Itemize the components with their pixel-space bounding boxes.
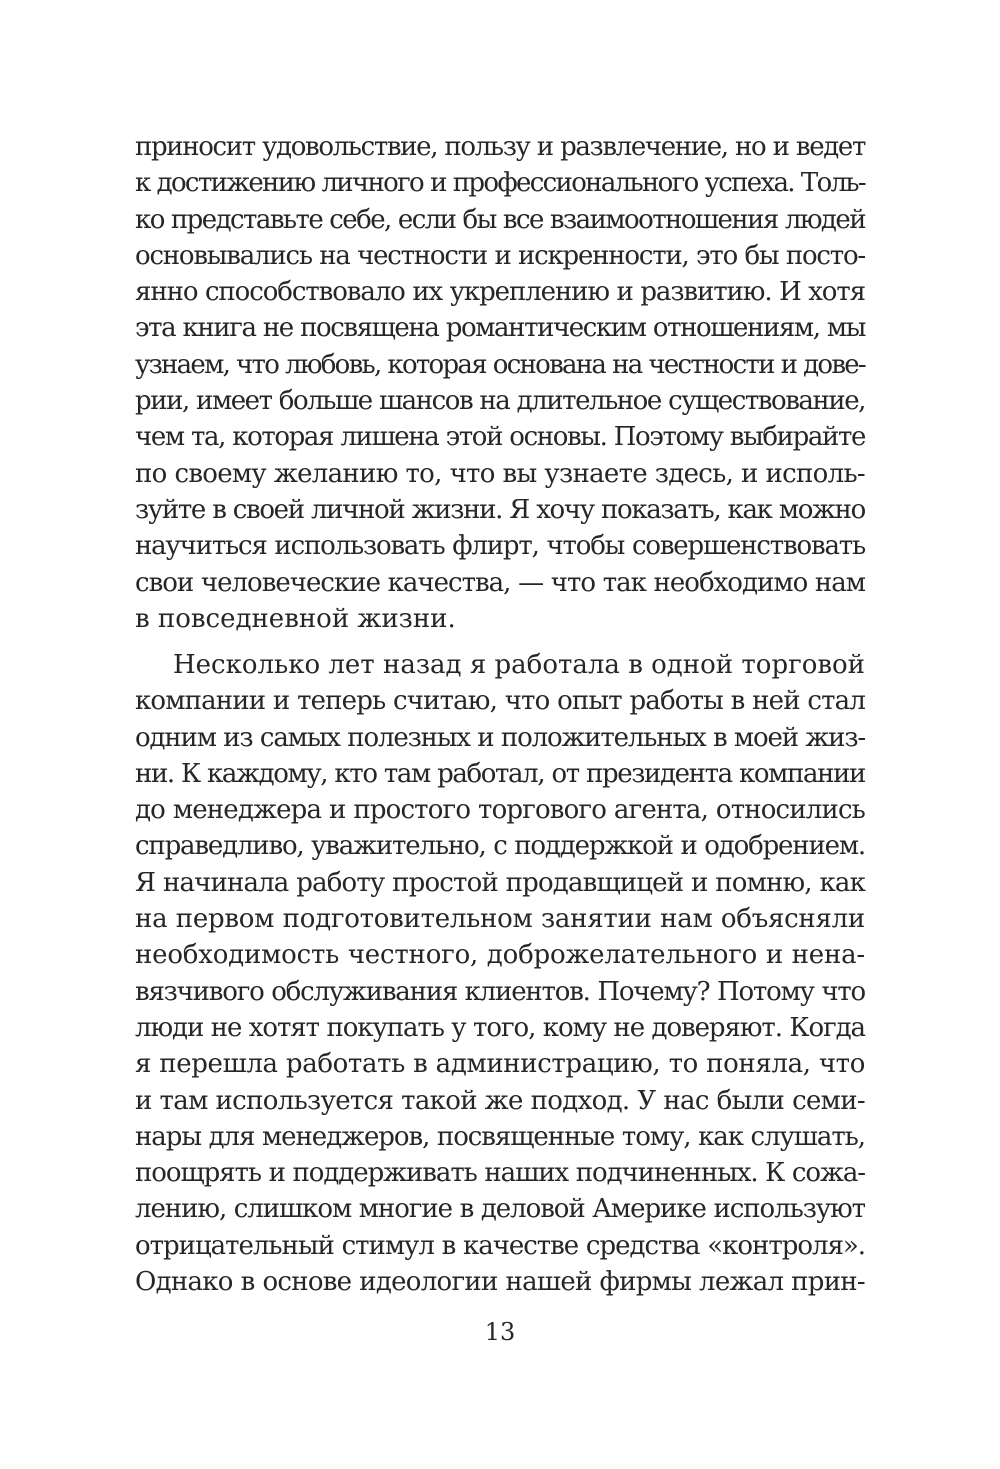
text-line: лению, слишком многие в деловой Америке используют <box>135 1194 865 1225</box>
text-line: янно способствовало их укреплению и развитию. И хотя <box>135 277 865 308</box>
paragraph-2 <box>135 647 865 1300</box>
text-line: до менеджера и простого торгового агента, относились <box>135 795 865 826</box>
text-line: эта книга не посвящена романтическим отношениям, мы <box>135 313 865 344</box>
text-line: к достижению личного и профессионального успеха. Толь- <box>135 168 865 199</box>
text-line: вязчивого обслуживания клиентов. Почему? Потому что <box>135 976 865 1007</box>
text-line: основывались на честности и искренности, это бы посто- <box>135 240 865 271</box>
text-line: Я начинала работу простой продавщицей и помню, как <box>135 867 865 898</box>
text-line: в повседневной жизни. <box>135 603 456 634</box>
text-line: чем та, которая лишена этой основы. Поэтому выбирайте <box>135 422 865 453</box>
text-line: приносит удовольствие, пользу и развлечение, но и ведет <box>135 132 865 162</box>
page-number: 13 <box>484 1318 516 1346</box>
text-line: узнаем, что любовь, которая основана на честности и дове- <box>135 349 865 380</box>
text-line: справедливо, уважительно, с поддержкой и одобрением. <box>135 831 865 862</box>
text-line: свои человеческие качества, — что так необходимо нам <box>135 567 865 598</box>
text-line: и там используется такой же подход. У нас были семи- <box>135 1085 865 1116</box>
text-line: поощрять и поддерживать наших подчиненных. К сожа- <box>135 1158 865 1189</box>
text-line: Однако в основе идеологии нашей фирмы лежал прин- <box>135 1267 865 1298</box>
text-line: рии, имеет больше шансов на длительное существование, <box>135 386 865 417</box>
text-line: зуйте в своей личной жизни. Я хочу показать, как можно <box>135 494 865 525</box>
text-line: научиться использовать флирт, чтобы совершенствовать <box>135 531 865 562</box>
paragraph-1 <box>135 129 865 637</box>
text-line: ко представьте себе, если бы все взаимоотношения людей <box>135 204 865 235</box>
text-line: необходимость честного, доброжелательного и нена- <box>135 940 865 971</box>
text-line: Несколько лет назад я работала в одной торговой <box>173 650 865 680</box>
text-line: ни. К каждому, кто там работал, от президента компании <box>135 758 865 789</box>
text-line: люди не хотят покупать у того, кому не доверяют. Когда <box>135 1012 865 1043</box>
text-line: одним из самых полезных и положительных в моей жиз- <box>135 722 865 753</box>
text-line: отрицательный стимул в качестве средства «контроля». <box>135 1230 865 1261</box>
text-line: по своему желанию то, что вы узнаете здесь, и исполь- <box>135 458 865 489</box>
text-line: я перешла работать в администрацию, то поняла, что <box>135 1049 865 1080</box>
text-line: на первом подготовительном занятии нам объясняли <box>135 904 865 935</box>
text-line: компании и теперь считаю, что опыт работы в ней стал <box>135 686 865 717</box>
text-line: нары для менеджеров, посвященные тому, как слушать, <box>135 1121 865 1152</box>
